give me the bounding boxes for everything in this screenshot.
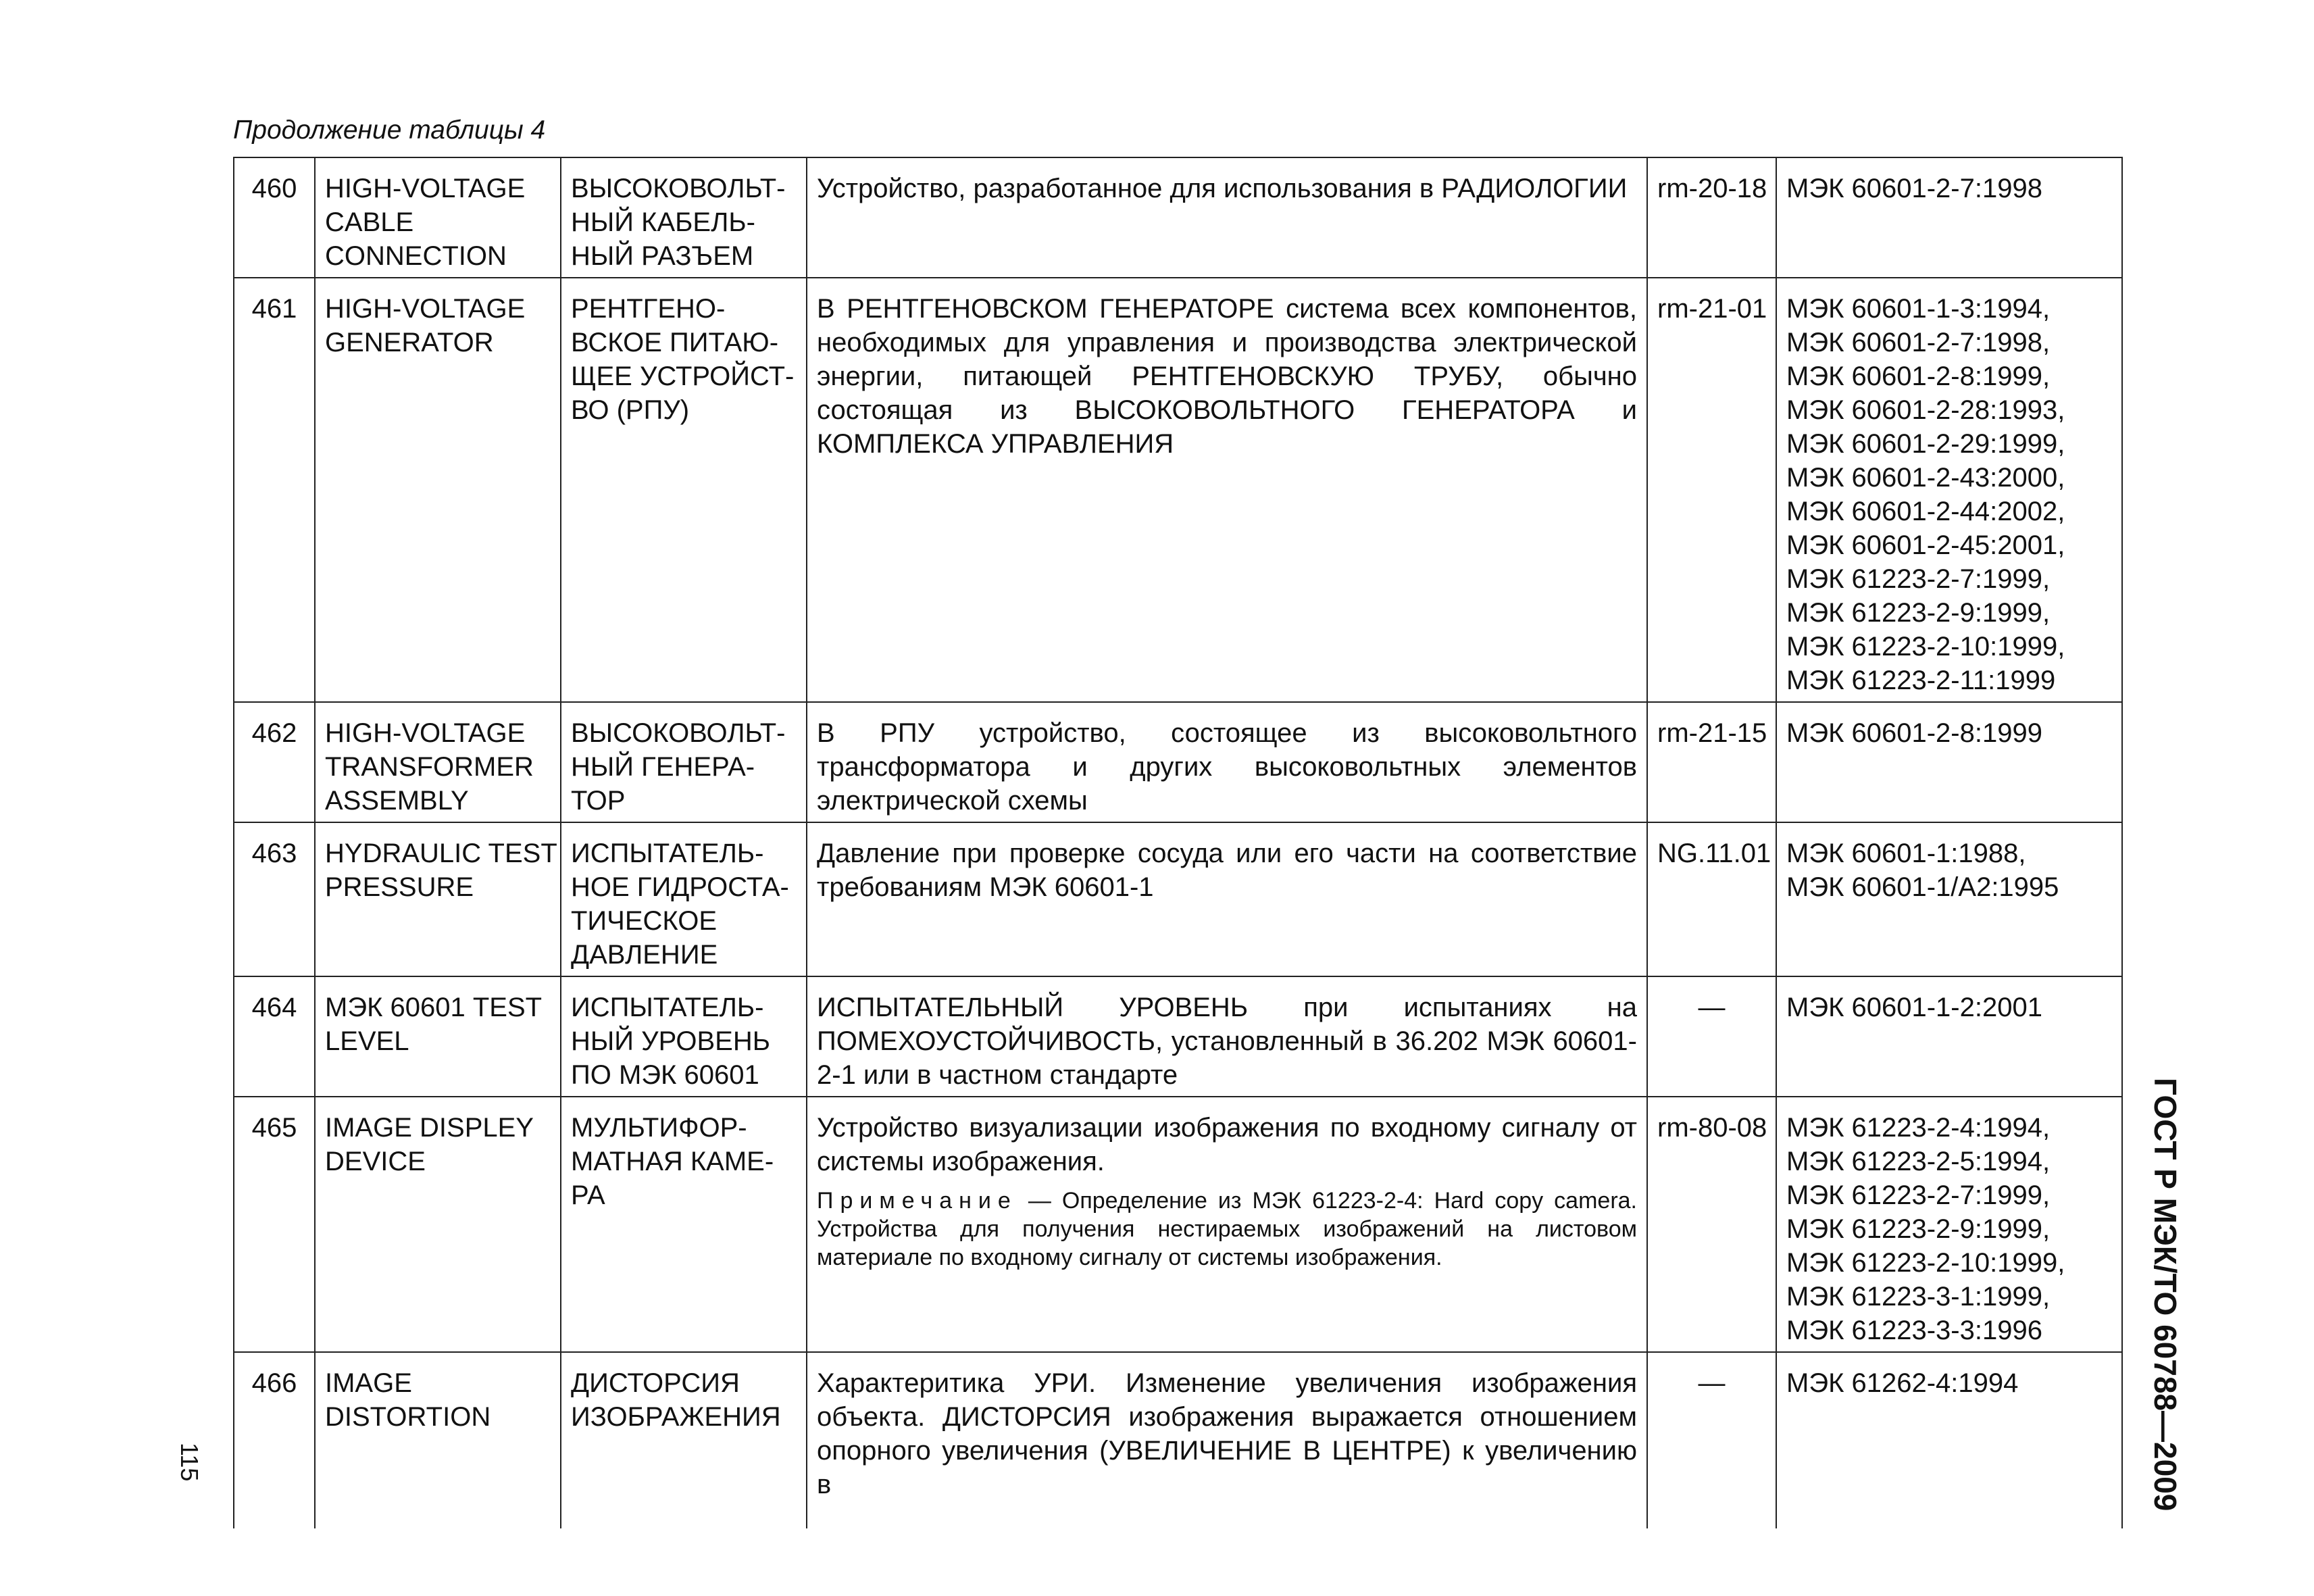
russian-term-line: НЫЙ КАБЕЛЬ- (571, 207, 755, 237)
russian-term-line: РЕНТГЕНО- (571, 294, 726, 324)
standard-refs (1776, 822, 2122, 976)
term-code: NG.11.01 (1647, 822, 1776, 976)
english-term-line: CABLE (325, 207, 414, 237)
english-term-line: IMAGE DISPLEY (325, 1113, 534, 1143)
definition: Устройство, разработанное для использования в РАДИОЛОГИИ (807, 157, 1647, 278)
definition-cell (807, 1097, 1647, 1352)
standard-refs (1776, 1352, 2122, 1528)
terms-table (233, 157, 2123, 1528)
standard-ref: МЭК 60601-2-44:2002, (1786, 497, 2065, 526)
english-term-line: DISTORTION (325, 1402, 491, 1432)
definition: Устройство визуализации изображения по входному сигналу от системы изображения. (817, 1113, 1637, 1176)
russian-term-line: ЩЕЕ УСТРОЙСТ- (571, 361, 795, 391)
note-text: — Определение из МЭК 61223-2-4: Hard copy camera. Устройства для получения нестираемых изображений на листовом материале по входному сигналу от системы изображения. (817, 1188, 1638, 1270)
document-title-vertical: ГОСТ Р МЭК/ТО 60788—2009 (2148, 1078, 2183, 1512)
standard-ref: МЭК 60601-2-7:1998, (1786, 328, 2051, 357)
row-number: 464 (234, 976, 315, 1097)
term-code: — (1647, 976, 1776, 1097)
standard-refs (1776, 278, 2122, 702)
russian-term (561, 1352, 807, 1528)
standard-ref: МЭК 61262-4:1994 (1786, 1368, 2019, 1398)
standard-ref: МЭК 60601-2-28:1993, (1786, 395, 2065, 425)
standard-ref: МЭК 60601-2-45:2001, (1786, 530, 2065, 560)
russian-term-line: ТИЧЕСКОЕ (571, 906, 718, 936)
english-term (315, 157, 561, 278)
note-label: Примечание (817, 1188, 1017, 1214)
russian-term-line: МАТНАЯ КАМЕ- (571, 1147, 774, 1176)
standard-ref: МЭК 60601-2-8:1999, (1786, 361, 2051, 391)
standard-ref: МЭК 61223-2-5:1994, (1786, 1147, 2051, 1176)
english-term (315, 702, 561, 822)
russian-term-line: ДИСТОРСИЯ (571, 1368, 740, 1398)
definition: В РПУ устройство, состоящее из высоковольтного трансформатора и других высоковольтных элементов электрической схемы (807, 702, 1647, 822)
standard-refs (1776, 157, 2122, 278)
table-body (234, 157, 2122, 1528)
definition: Давление при проверке сосуда или его части на соответствие требованиям МЭК 60601-1 (807, 822, 1647, 976)
english-term-line: HIGH-VOLTAGE (325, 718, 526, 748)
table-row (234, 822, 2122, 976)
row-number: 460 (234, 157, 315, 278)
standard-ref: МЭК 60601-2-8:1999 (1786, 718, 2042, 748)
russian-term (561, 1097, 807, 1352)
russian-term-line: ПО МЭК 60601 (571, 1060, 759, 1090)
note (817, 1187, 1637, 1272)
row-number: 465 (234, 1097, 315, 1352)
standard-ref: МЭК 61223-2-11:1999 (1786, 666, 2056, 695)
table-caption: Продолжение таблицы 4 (233, 116, 546, 145)
russian-term (561, 822, 807, 976)
definition: ИСПЫТАТЕЛЬНЫЙ УРОВЕНЬ при испытаниях на ПОМЕХОУСТОЙЧИВОСТЬ, установленный в 36.202 МЭК 60601-2-1 или в частном стандарте (807, 976, 1647, 1097)
standard-ref: МЭК 60601-2-29:1999, (1786, 429, 2065, 459)
english-term-line: IMAGE (325, 1368, 412, 1398)
table-row (234, 1352, 2122, 1528)
table-row (234, 976, 2122, 1097)
english-term-line: ASSEMBLY (325, 786, 469, 816)
definition: В РЕНТГЕНОВСКОМ ГЕНЕРАТОРЕ система всех компонентов, необходимых для управления и производства электрической энергии, питающей РЕНТГЕНОВСКУЮ ТРУБУ, обычно состоящая из ВЫСОКОВОЛЬТНОГО ГЕНЕРАТОРА и КОМПЛЕКСА УПРАВЛЕНИЯ (807, 278, 1647, 702)
russian-term-line: ВЫСОКОВОЛЬТ- (571, 174, 786, 203)
standard-ref: МЭК 61223-2-9:1999, (1786, 1214, 2051, 1244)
russian-term-line: НОЕ ГИДРОСТА- (571, 872, 789, 902)
standard-ref: МЭК 61223-2-10:1999, (1786, 632, 2065, 662)
standard-refs (1776, 976, 2122, 1097)
table-row (234, 1097, 2122, 1352)
russian-term-line: НЫЙ РАЗЪЕМ (571, 241, 754, 271)
russian-term-line: ИСПЫТАТЕЛЬ- (571, 839, 764, 868)
standard-ref: МЭК 61223-3-1:1999, (1786, 1282, 2051, 1312)
definition: Характеритика УРИ. Изменение увеличения изображения объекта. ДИСТОРСИЯ изображения выражается отношением опорного увеличения (УВЕЛИЧЕНИЕ В ЦЕНТРЕ) к увеличению в (807, 1352, 1647, 1528)
term-code: rm-20-18 (1647, 157, 1776, 278)
term-code: rm-21-01 (1647, 278, 1776, 702)
standard-ref: МЭК 61223-2-10:1999, (1786, 1248, 2065, 1278)
standard-ref: МЭК 61223-3-3:1996 (1786, 1316, 2042, 1345)
russian-term-line: ИСПЫТАТЕЛЬ- (571, 993, 764, 1022)
russian-term-line: ВСКОЕ ПИТАЮ- (571, 328, 779, 357)
english-term (315, 1352, 561, 1528)
standard-ref: МЭК 61223-2-7:1999, (1786, 1180, 2051, 1210)
english-term (315, 1097, 561, 1352)
russian-term-line: ВЫСОКОВОЛЬТ- (571, 718, 786, 748)
russian-term-line: ДАВЛЕНИЕ (571, 940, 718, 970)
term-code: — (1647, 1352, 1776, 1528)
russian-term-line: НЫЙ УРОВЕНЬ (571, 1026, 770, 1056)
russian-term-line: РА (571, 1180, 605, 1210)
english-term (315, 976, 561, 1097)
standard-ref: МЭК 61223-2-4:1994, (1786, 1113, 2051, 1143)
english-term-line: GENERATOR (325, 328, 494, 357)
english-term (315, 278, 561, 702)
standard-ref: МЭК 60601-2-7:1998 (1786, 174, 2042, 203)
russian-term (561, 702, 807, 822)
russian-term-line: ВО (РПУ) (571, 395, 690, 425)
english-term-line: LEVEL (325, 1026, 409, 1056)
standard-ref: МЭК 60601-1-3:1994, (1786, 294, 2051, 324)
standard-ref: МЭК 61223-2-9:1999, (1786, 598, 2051, 628)
row-number: 466 (234, 1352, 315, 1528)
row-number: 462 (234, 702, 315, 822)
english-term-line: CONNECTION (325, 241, 507, 271)
standard-ref: МЭК 60601-1-2:2001 (1786, 993, 2042, 1022)
standard-ref: МЭК 60601-1/А2:1995 (1786, 872, 2059, 902)
term-code: rm-21-15 (1647, 702, 1776, 822)
russian-term-line: ИЗОБРАЖЕНИЯ (571, 1402, 781, 1432)
row-number: 461 (234, 278, 315, 702)
russian-term (561, 157, 807, 278)
table-row (234, 278, 2122, 702)
english-term-line: HYDRAULIC TEST (325, 839, 557, 868)
standard-ref: МЭК 60601-1:1988, (1786, 839, 2026, 868)
table-row (234, 157, 2122, 278)
table-row (234, 702, 2122, 822)
russian-term-line: НЫЙ ГЕНЕРА- (571, 752, 755, 782)
russian-term (561, 976, 807, 1097)
english-term (315, 822, 561, 976)
russian-term (561, 278, 807, 702)
english-term-line: МЭК 60601 TEST (325, 993, 543, 1022)
english-term-line: PRESSURE (325, 872, 474, 902)
russian-term-line: МУЛЬТИФОР- (571, 1113, 747, 1143)
page-number: 115 (176, 1443, 203, 1482)
standard-refs (1776, 702, 2122, 822)
standard-ref: МЭК 61223-2-7:1999, (1786, 564, 2051, 594)
standard-refs (1776, 1097, 2122, 1352)
english-term-line: HIGH-VOLTAGE (325, 174, 526, 203)
english-term-line: TRANSFORMER (325, 752, 534, 782)
standard-ref: МЭК 60601-2-43:2000, (1786, 463, 2065, 493)
term-code: rm-80-08 (1647, 1097, 1776, 1352)
english-term-line: DEVICE (325, 1147, 426, 1176)
row-number: 463 (234, 822, 315, 976)
russian-term-line: ТОР (571, 786, 626, 816)
english-term-line: HIGH-VOLTAGE (325, 294, 526, 324)
